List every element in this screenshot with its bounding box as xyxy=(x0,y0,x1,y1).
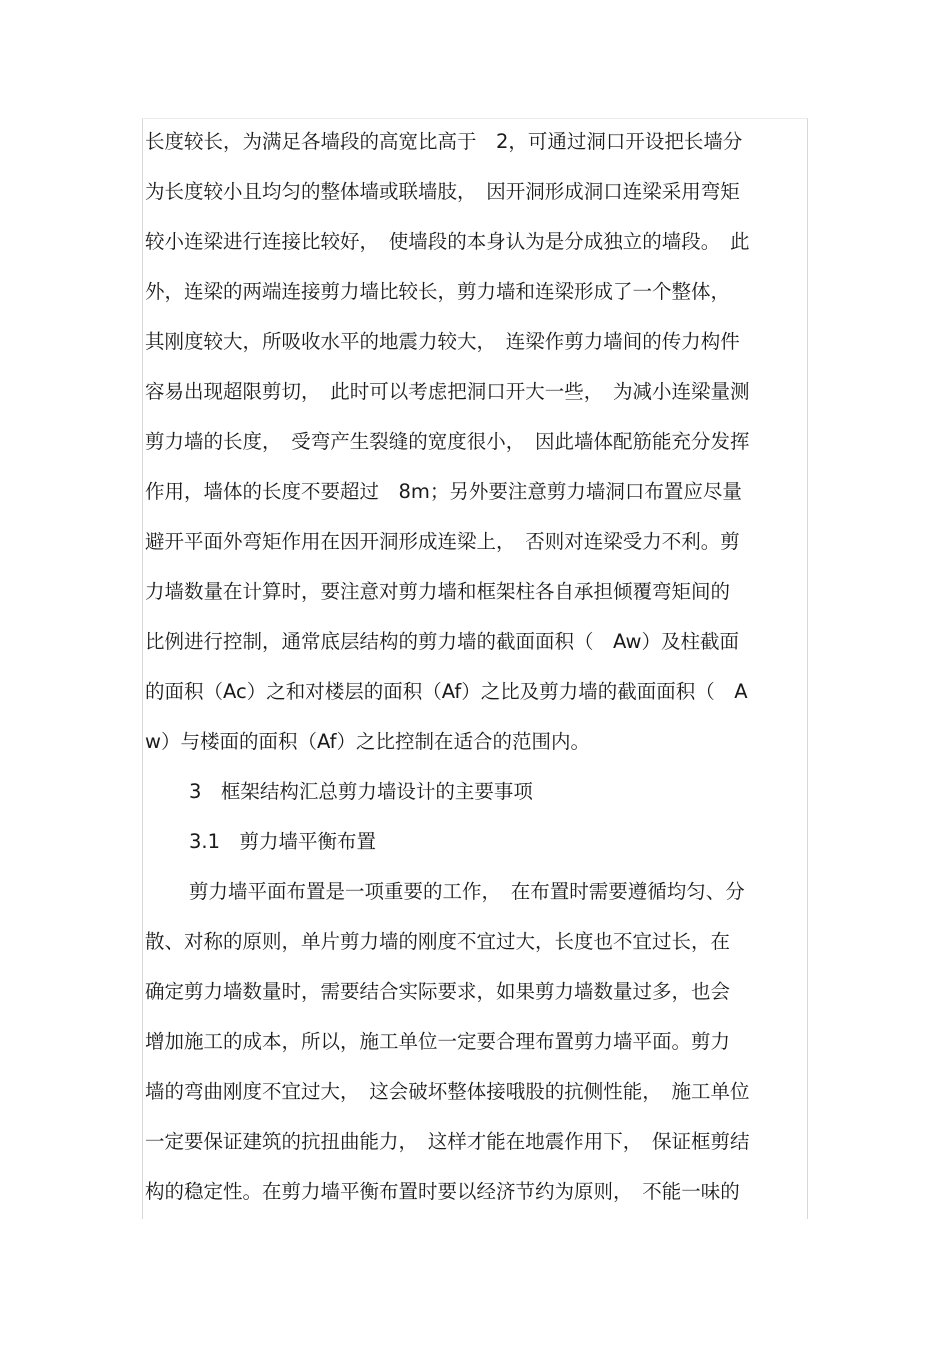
text-line: 剪力墙的长度， 受弯产生裂缝的宽度很小， 因此墙体配筋能充分发挥 xyxy=(145,430,750,453)
text-line: 外，连梁的两端连接剪力墙比较长，剪力墙和连梁形成了一个整体， xyxy=(145,280,731,303)
subsection-heading: 3.1 剪力墙平衡布置 xyxy=(189,830,377,853)
paragraph-first-line: 剪力墙平面布置是一项重要的工作， 在布置时需要遵循均匀、分 xyxy=(189,880,745,903)
text-line: 避开平面外弯矩作用在因开洞形成连梁上， 否则对连梁受力不利。剪 xyxy=(145,530,740,553)
text-line: 散、对称的原则，单片剪力墙的刚度不宜过大，长度也不宜过长，在 xyxy=(145,930,731,953)
text-line: 为长度较小且均匀的整体墙或联墙肢， 因开洞形成洞口连梁采用弯矩 xyxy=(145,180,740,203)
text-line: 构的稳定性。在剪力墙平衡布置时要以经济节约为原则， 不能一味的 xyxy=(145,1180,740,1203)
text-line: 确定剪力墙数量时，需要结合实际要求，如果剪力墙数量过多，也会 xyxy=(145,980,731,1003)
document-body xyxy=(145,122,807,1222)
text-line: 增加施工的成本，所以，施工单位一定要合理布置剪力墙平面。剪力 xyxy=(145,1030,731,1053)
text-line: 力墙数量在计算时，要注意对剪力墙和框架柱各自承担倾覆弯矩间的 xyxy=(145,580,731,603)
section-heading: 3 框架结构汇总剪力墙设计的主要事项 xyxy=(189,780,533,803)
text-line: 比例进行控制，通常底层结构的剪力墙的截面面积（ Aw）及柱截面 xyxy=(145,630,739,653)
text-line: 容易出现超限剪切， 此时可以考虑把洞口开大一些， 为减小连梁量测 xyxy=(145,380,750,403)
text-line: 长度较长，为满足各墙段的高宽比高于 2，可通过洞口开设把长墙分 xyxy=(145,130,743,153)
text-line: w）与楼面的面积（Af）之比控制在适合的范围内。 xyxy=(145,730,590,753)
text-line: 墙的弯曲刚度不宜过大， 这会破坏整体接哦股的抗侧性能， 施工单位 xyxy=(145,1080,750,1103)
text-line: 作用，墙体的长度不要超过 8m；另外要注意剪力墙洞口布置应尽量 xyxy=(145,480,742,503)
text-line: 较小连梁进行连接比较好， 使墙段的本身认为是分成独立的墙段。 此 xyxy=(145,230,750,253)
text-line: 其刚度较大，所吸收水平的地震力较大， 连梁作剪力墙间的传力构件 xyxy=(145,330,740,353)
text-line: 的面积（Ac）之和对楼层的面积（Af）之比及剪力墙的截面面积（ A xyxy=(145,680,748,703)
text-line: 一定要保证建筑的抗扭曲能力， 这样才能在地震作用下， 保证框剪结 xyxy=(145,1130,750,1153)
